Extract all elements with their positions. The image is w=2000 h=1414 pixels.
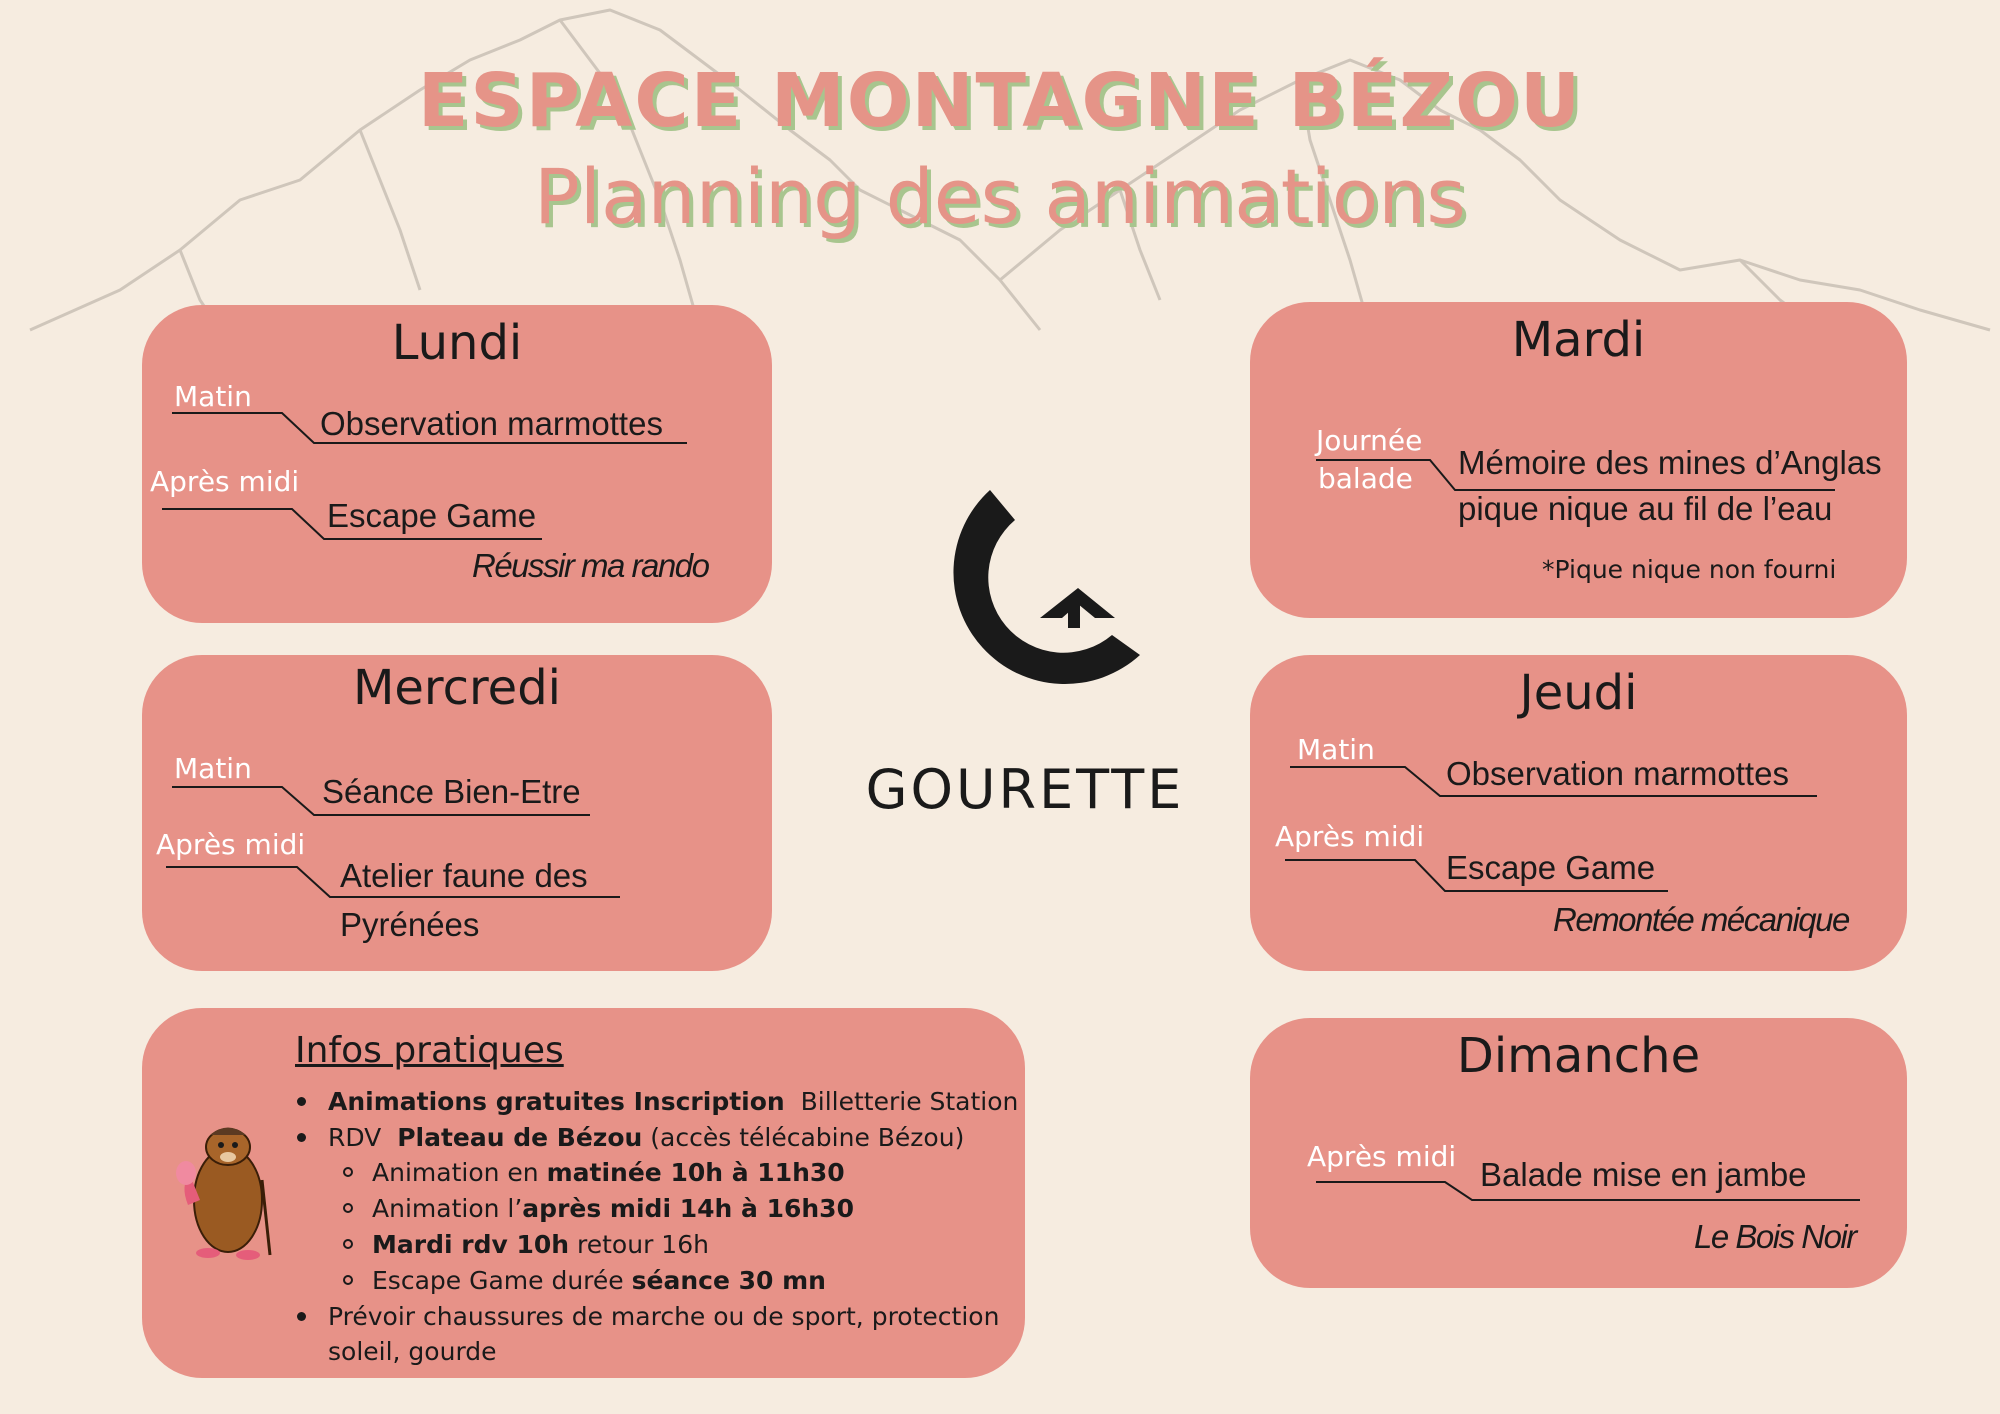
info-line-1 [328,1087,1018,1116]
activity-line2: pique nique au fil de l’eau [1458,490,1833,527]
info-line-2-rest: (accès télécabine Bézou) [650,1123,965,1152]
bullet [297,1133,306,1142]
info-sub-3-bold: Mardi rdv 10h [372,1230,570,1259]
sub-bullet [343,1275,353,1285]
activity-afternoon: Escape Game [1446,849,1656,886]
info-sub-2 [372,1194,854,1223]
day-title-lundi: Lundi [391,315,523,371]
info-line-2-pre: RDV [328,1123,382,1152]
page-subtitle: Planning des animations [534,152,1466,241]
info-line-3b: soleil, gourde [328,1337,497,1366]
info-sub-4 [372,1266,826,1295]
sub-bullet [343,1167,353,1177]
info-sub-4-pre: Escape Game durée [372,1266,624,1295]
activity-place: Remontée mécanique [1553,901,1849,938]
connector-lines [1250,302,1907,618]
activity-place: Le Bois Noir [1694,1218,1856,1255]
label-matin: Matin [174,752,252,785]
info-line-1-rest: Billetterie Station [800,1087,1019,1116]
info-sub-4-bold: séance 30 mn [631,1266,826,1295]
day-title-dimanche: Dimanche [1456,1028,1701,1084]
label-apres-midi: Après midi [1275,820,1425,853]
activity-line1: Mémoire des mines d’Anglas [1458,444,1882,481]
info-sub-1-pre: Animation en [372,1158,539,1187]
gourette-logo-icon [900,480,1160,730]
activity-place: Réussir ma rando [472,547,709,584]
label-journee: Journée [1316,424,1423,457]
connector-lines [142,655,772,971]
activity-afternoon: Escape Game [327,497,537,534]
picnic-note: *Pique nique non fourni [1542,555,1837,584]
connector-lines [142,305,772,623]
connector-lines [1250,1018,1907,1288]
card-dimanche [1250,1018,1907,1288]
connector-lines [1250,655,1907,971]
day-title-mercredi: Mercredi [352,660,562,716]
info-sub-1-bold: matinée 10h à 11h30 [546,1158,845,1187]
label-matin: Matin [174,380,252,413]
card-mercredi [142,655,772,971]
activity-afternoon-line2: Pyrénées [340,906,480,943]
label-apres-midi: Après midi [156,828,306,861]
marmot-hiker-icon [170,1105,290,1265]
label-balade: balade [1318,462,1413,495]
label-apres-midi: Après midi [150,465,300,498]
bullet [297,1097,306,1106]
info-line-2-bold: Plateau de Bézou [397,1123,643,1152]
info-sub-2-pre: Animation l’ [372,1194,523,1223]
bullet [297,1312,306,1321]
page-title: ESPACE MONTAGNE BÉZOU [417,58,1583,144]
info-sub-3 [372,1230,709,1259]
info-sub-1 [372,1158,845,1187]
activity-afternoon: Balade mise en jambe [1480,1156,1807,1193]
info-line-1-bold: Animations gratuites Inscription [328,1087,785,1116]
activity-morning: Séance Bien-Etre [322,773,581,810]
card-jeudi [1250,655,1907,971]
label-matin: Matin [1297,733,1375,766]
activity-morning: Observation marmottes [1446,755,1789,792]
card-mardi [1250,302,1907,618]
info-line-2 [328,1123,964,1152]
activity-afternoon-line1: Atelier faune des [340,857,588,894]
day-title-jeudi: Jeudi [1519,665,1638,721]
day-title-mardi: Mardi [1511,312,1646,368]
activity-morning: Observation marmottes [320,405,663,442]
sub-bullet [343,1203,353,1213]
label-apres-midi: Après midi [1307,1140,1457,1173]
gourette-logo-text: GOURETTE [865,758,1185,821]
card-lundi [142,305,772,623]
infos-title: Infos pratiques [295,1030,564,1071]
info-sub-3-rest: retour 16h [577,1230,709,1259]
sub-bullet [343,1239,353,1249]
info-sub-2-bold: après midi 14h à 16h30 [522,1194,854,1223]
info-line-3a: Prévoir chaussures de marche ou de sport, protection [328,1302,1000,1331]
